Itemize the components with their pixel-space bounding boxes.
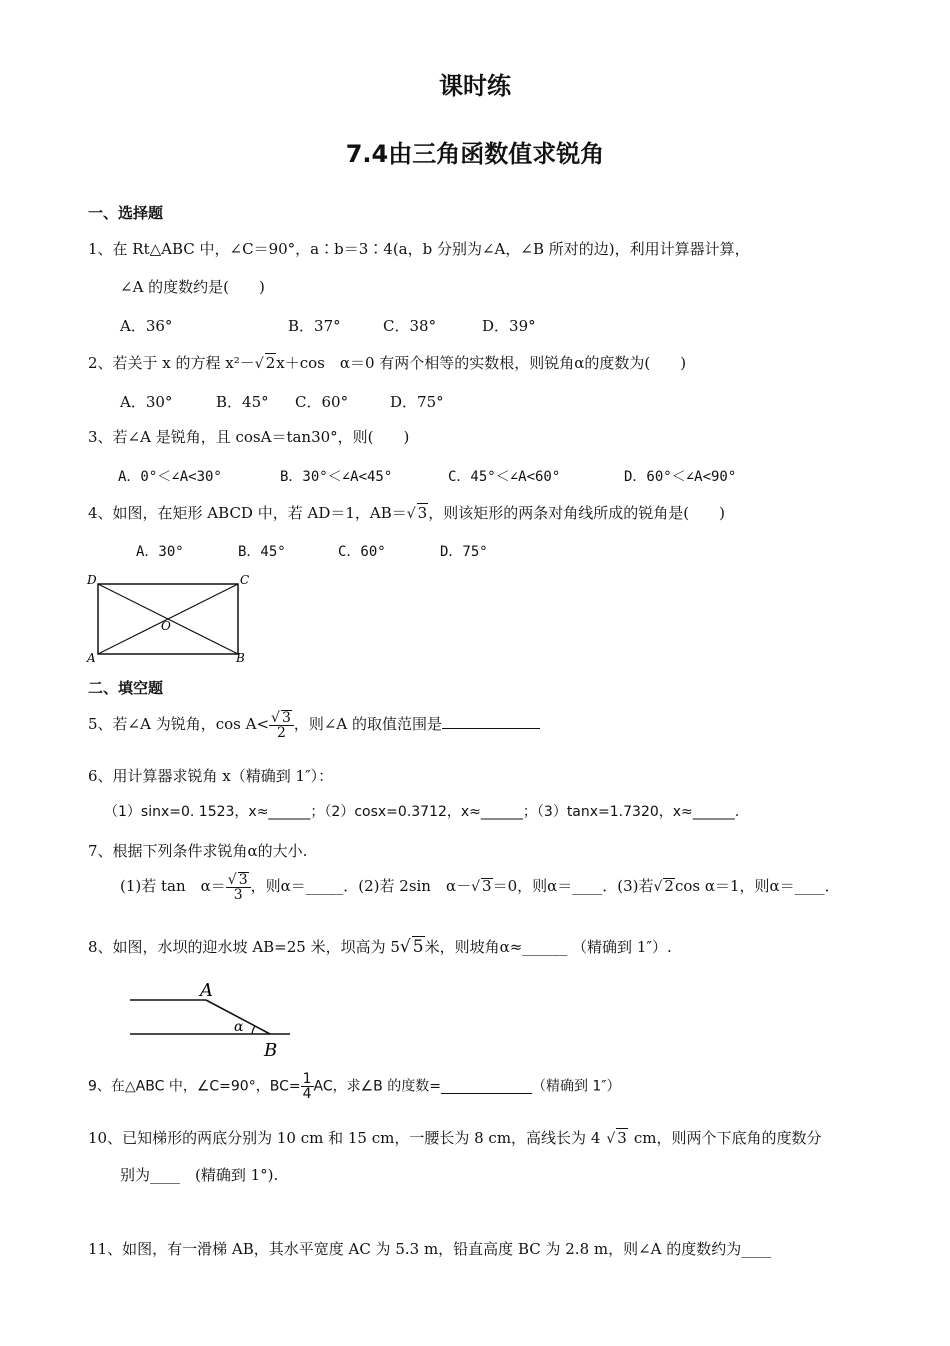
question-4-radicand: 3 <box>417 504 428 522</box>
question-2-option-d: D．75° <box>390 393 444 411</box>
sqrt-sign: √ <box>606 1131 616 1147</box>
question-5-denominator: 2 <box>276 725 286 741</box>
question-2-radicand: 2 <box>265 354 276 372</box>
fraction-1-over-4 <box>301 1072 314 1101</box>
label-alpha: α <box>234 1019 244 1035</box>
question-9 <box>88 1072 621 1101</box>
question-4-text-end: ，则该矩形的两条对角线所成的锐角是( ) <box>428 504 725 522</box>
question-7-line-1: 7、根据下列条件求锐角α的大小. <box>88 842 308 860</box>
answer-blank[interactable] <box>442 713 540 729</box>
sqrt-sign: √ <box>399 937 411 957</box>
question-9-denominator: 4 <box>302 1086 312 1102</box>
question-2 <box>88 353 686 373</box>
label-b: B <box>236 651 245 665</box>
question-8 <box>88 936 672 957</box>
label-b: B <box>264 1040 278 1061</box>
question-3-option-c: C．45°＜∠A<60° <box>448 469 561 485</box>
question-9-text-start: 9、在△ABC 中，∠C=90°，BC= <box>88 1078 301 1095</box>
question-5 <box>88 710 540 740</box>
question-5-text-end: ，则∠A 的取值范围是 <box>293 715 443 733</box>
page-title: 课时练 <box>439 72 511 100</box>
question-4-option-a: A．30° <box>136 544 184 560</box>
question-1-option-c: C．38° <box>383 317 437 335</box>
question-6-line-1: 6、用计算器求锐角 x（精确到 1″）： <box>88 767 334 785</box>
sqrt-sign: √ <box>227 872 237 888</box>
question-11: 11、如图，有一滑梯 AB，其水平宽度 AC 为 5.3 m，铅直高度 BC 为 2.8 m，则∠A 的度数约为____ <box>88 1240 772 1258</box>
label-d: D <box>87 573 97 587</box>
page-subtitle: 7.4由三角函数值求锐角 <box>345 140 605 168</box>
question-8-text-end: 米，则坡角α≈______ （精确到 1″）. <box>424 938 672 956</box>
question-8-text-start: 8、如图，水坝的迎水坡 AB=25 米，坝高为 5 <box>88 938 400 956</box>
dam-slope-diagram <box>120 976 310 1062</box>
label-c: C <box>240 573 250 587</box>
sqrt-sign: √ <box>471 879 481 895</box>
sqrt-sign: √ <box>406 506 416 522</box>
rectangle-diagram <box>84 570 254 666</box>
question-9-numerator: 1 <box>302 1071 312 1087</box>
question-7-radicand-2: 3 <box>482 877 492 895</box>
question-1-option-d: D．39° <box>482 317 536 335</box>
sqrt-sign: √ <box>653 879 663 895</box>
question-6-line-2: （1）sinx=0. 1523，x≈______；（2）cosx=0.3712，x≈______；（3）tanx=1.7320，x≈______. <box>104 804 740 820</box>
question-10-radicand: 3 <box>617 1129 627 1147</box>
question-3: 3、若∠A 是锐角，且 cosA＝tan30°，则( ) <box>88 428 410 446</box>
question-3-option-d: D．60°＜∠A<90° <box>624 469 737 485</box>
label-o: O <box>161 619 171 633</box>
question-7-radicand-3: 2 <box>664 877 674 895</box>
question-4-option-c: C．60° <box>338 544 386 560</box>
question-5-numerator-radicand: 3 <box>281 710 291 726</box>
section-heading-fill: 二、填空题 <box>88 679 164 697</box>
question-10-line-1 <box>88 1128 821 1148</box>
question-10-line-2: 别为____ (精确到 1°). <box>120 1166 279 1184</box>
question-7-part-1: (1)若 tan α＝ <box>120 877 226 895</box>
question-3-option-a: A．0°＜∠A<30° <box>118 469 222 485</box>
question-9-text-end: AC，求∠B 的度数=_____________（精确到 1″） <box>313 1078 621 1095</box>
question-10-text-start: 10、已知梯形的两底分别为 10 cm 和 15 cm，一腰长为 8 cm，高线长为 4 <box>88 1129 601 1147</box>
question-4-option-b: B．45° <box>238 544 286 560</box>
question-7-numerator-radicand: 3 <box>238 872 248 888</box>
question-7-denominator: 3 <box>233 887 243 903</box>
question-1-option-a: A．36° <box>120 317 173 335</box>
question-2-option-c: C．60° <box>295 393 349 411</box>
question-4-text-start: 4、如图，在矩形 ABCD 中，若 AD＝1，AB＝ <box>88 504 407 522</box>
question-3-option-b: B．30°＜∠A<45° <box>280 469 393 485</box>
label-a: A <box>200 980 213 1001</box>
question-4 <box>88 503 725 523</box>
fraction-sqrt3-over-2 <box>269 710 294 740</box>
question-10-text-end: cm，则两个下底角的度数分 <box>633 1129 822 1147</box>
question-7-part-4: cos α＝1，则α＝____． <box>674 877 840 895</box>
question-7-part-3: ＝0，则α＝____．(3)若 <box>492 877 654 895</box>
question-2-text-start: 2、若关于 x 的方程 x²－ <box>88 354 255 372</box>
section-heading-choice: 一、选择题 <box>88 204 164 222</box>
question-1-line-2: ∠A 的度数约是( ) <box>120 278 265 296</box>
question-2-option-b: B．45° <box>216 393 269 411</box>
question-8-radicand: 5 <box>412 937 424 957</box>
angle-arc <box>252 1026 255 1034</box>
question-1-line-1: 1、在 Rt△ABC 中，∠C＝90°，a∶b＝3∶4(a，b 分别为∠A，∠B 所对的边)，利用计算器计算， <box>88 240 750 258</box>
question-2-option-a: A．30° <box>120 393 173 411</box>
label-a: A <box>87 651 96 665</box>
question-1-option-b: B．37° <box>288 317 341 335</box>
sqrt-sign: √ <box>271 710 280 726</box>
question-7-line-2 <box>120 872 840 902</box>
question-5-text-start: 5、若∠A 为锐角，cos A< <box>88 715 270 733</box>
fraction-sqrt3-over-3 <box>226 872 251 902</box>
question-2-text-end: x＋cos α＝0 有两个相等的实数根，则锐角α的度数为( ) <box>276 354 687 372</box>
sqrt-sign: √ <box>254 356 264 372</box>
question-7-part-2: ，则α＝_____．(2)若 2sin α－ <box>250 877 472 895</box>
question-4-option-d: D．75° <box>440 544 488 560</box>
